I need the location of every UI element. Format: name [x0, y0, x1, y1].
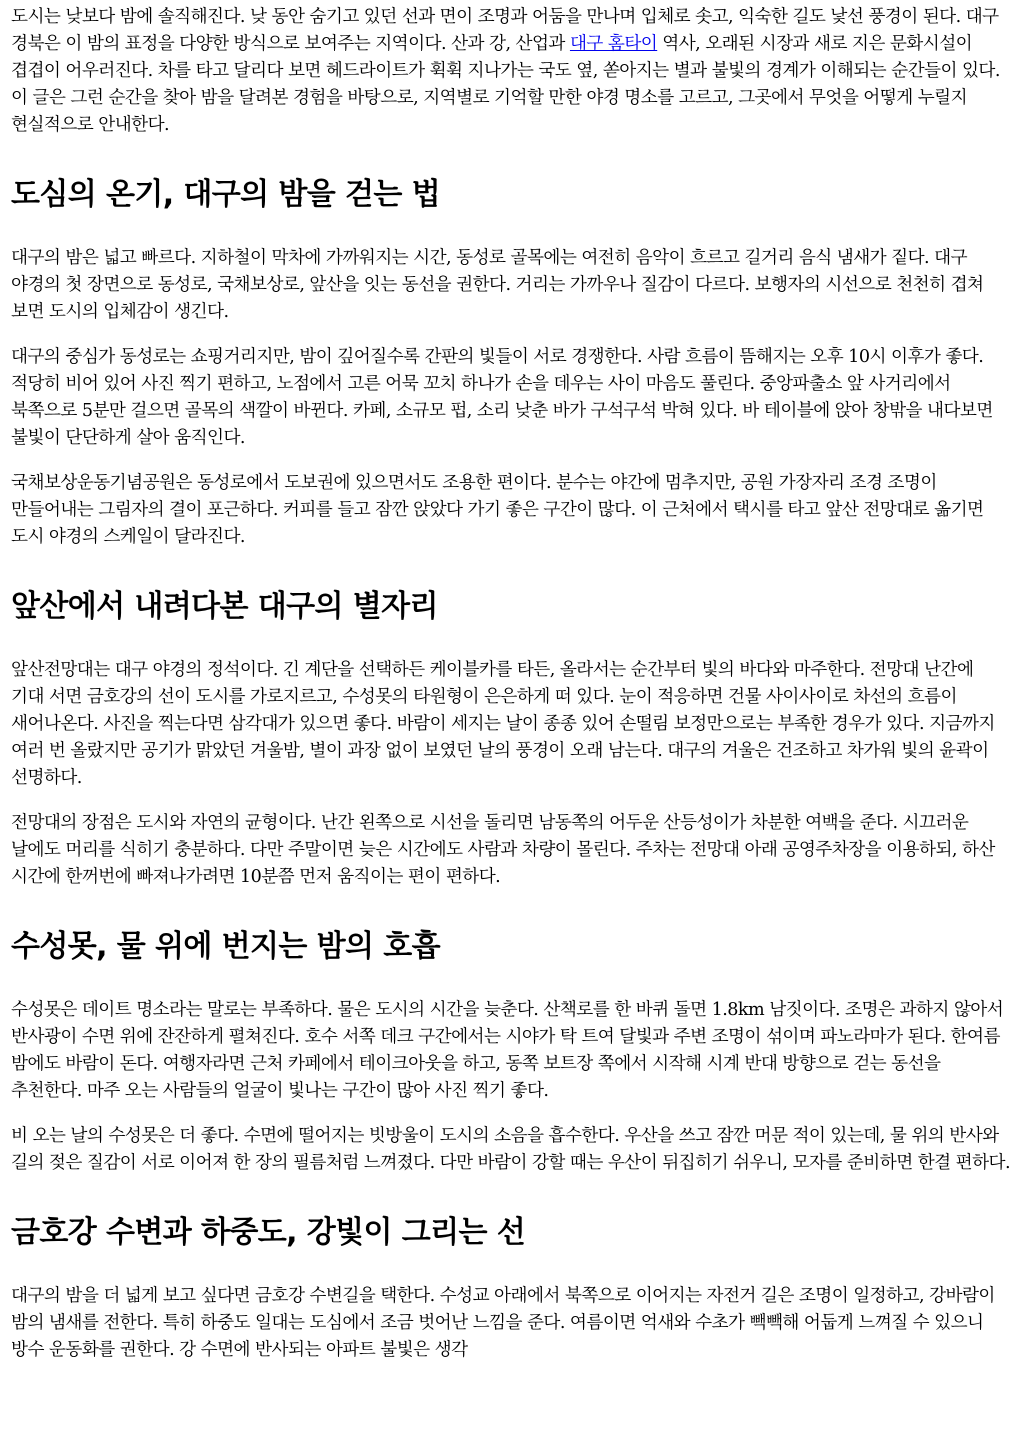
- section-heading-apsan: 앞산에서 내려다본 대구의 별자리: [11, 589, 438, 624]
- paragraph: 대구의 중심가 동성로는 쇼핑거리지만, 밤이 깊어질수록 간판의 빛들이 서로 경쟁한다. 사람 흐름이 뜸해지는 오후 10시 이후가 좋다. 적당히 비어 있어 사진 찍기 편하고, 노점에서 고른 어묵 꼬치 하나가 손을 데우는 사이 마음도 풀린다. 중앙파출소 앞 사거리에서 북쪽으로 5분만 걸으면 골목의 색깔이 바뀐다. 카페, 소규모 펍, 소리 낮춘 바가 구석구석 박혀 있다. 바 테이블에 앉아 창밖을 내다보면 불빛이 단단하게 살아 움직인다.: [11, 347, 993, 448]
- article: [11, 4, 1011, 1364]
- daegu-hometai-link[interactable]: 대구 홈타이: [569, 34, 658, 54]
- paragraph: 비 오는 날의 수성못은 더 좋다. 수면에 떨어지는 빗방울이 도시의 소음을 흡수한다. 우산을 쓰고 잠깐 머문 적이 있는데, 물 위의 반사와 길의 젖은 질감이 서로 이어져 한 장의 필름처럼 느껴졌다. 다만 바람이 강할 때는 우산이 뒤집히기 쉬우니, 모자를 준비하면 한결 편하다.: [11, 1126, 1011, 1173]
- intro-paragraph: [11, 4, 1011, 139]
- intro-text-after-link: 역사, 오래된 시장과 새로 지은 문화시설이 겹겹이 어우러진다. 차를 타고 달리다 보면 헤드라이트가 휙휙 지나가는 국도 옆, 쏟아지는 별과 불빛의 경계가 이해되는 순간들이 있다. 이 글은 그런 순간을 찾아 밤을 달려본 경험을 바탕으로, 지역별로 기억할 만한 야경 명소를 고르고, 그곳에서 무엇을 어떻게 누릴지 현실적으로 안내한다.: [11, 34, 1000, 135]
- paragraph: 전망대의 장점은 도시와 자연의 균형이다. 난간 왼쪽으로 시선을 돌리면 남동쪽의 어두운 산등성이가 차분한 여백을 준다. 시끄러운 날에도 머리를 식히기 충분하다. 다만 주말이면 늦은 시간에도 사람과 차량이 몰린다. 주차는 전망대 아래 공영주차장을 이용하되, 하산 시간에 한꺼번에 빠져나가려면 10분쯤 먼저 움직이는 편이 편하다.: [11, 813, 995, 887]
- paragraph: 국채보상운동기념공원은 동성로에서 도보권에 있으면서도 조용한 편이다. 분수는 야간에 멈추지만, 공원 가장자리 조경 조명이 만들어내는 그림자의 결이 포근하다. 커피를 들고 잠깐 앉았다 가기 좋은 구간이 많다. 이 근처에서 택시를 타고 앞산 전망대로 옮기면 도시 야경의 스케일이 달라진다.: [11, 473, 984, 547]
- section-heading-downtown: 도심의 온기, 대구의 밤을 걷는 법: [11, 177, 440, 212]
- paragraph: 대구의 밤을 더 넓게 보고 싶다면 금호강 수변길을 택한다. 수성교 아래에서 북쪽으로 이어지는 자전거 길은 조명이 일정하고, 강바람이 밤의 냄새를 전한다. 특히 하중도 일대는 도심에서 조금 벗어난 느낌을 준다. 여름이면 억새와 수초가 빽빽해 어둡게 느껴질 수 있으니 방수 운동화를 권한다. 강 수면에 반사되는 아파트 불빛은 생각: [11, 1286, 995, 1360]
- section-heading-geumho-river: 금호강 수변과 하중도, 강빛이 그리는 선: [11, 1215, 526, 1250]
- paragraph: 수성못은 데이트 명소라는 말로는 부족하다. 물은 도시의 시간을 늦춘다. 산책로를 한 바퀴 돌면 1.8km 남짓이다. 조명은 과하지 않아서 반사광이 수면 위에 잔잔하게 펼쳐진다. 호수 서쪽 데크 구간에서는 시야가 탁 트여 달빛과 주변 조명이 섞이며 파노라마가 된다. 한여름 밤에도 바람이 돈다. 여행자라면 근처 카페에서 테이크아웃을 하고, 동쪽 보트장 쪽에서 시작해 시계 반대 방향으로 걷는 동선을 추천한다. 마주 오는 사람들의 얼굴이 빛나는 구간이 많아 사진 찍기 좋다.: [11, 1000, 1004, 1101]
- paragraph: 앞산전망대는 대구 야경의 정석이다. 긴 계단을 선택하든 케이블카를 타든, 올라서는 순간부터 빛의 바다와 마주한다. 전망대 난간에 기대 서면 금호강의 선이 도시를 가로지르고, 수성못의 타원형이 은은하게 떠 있다. 눈이 적응하면 건물 사이사이로 차선의 흐름이 새어나온다. 사진을 찍는다면 삼각대가 있으면 좋다. 바람이 세지는 날이 종종 있어 손떨림 보정만으로는 부족한 경우가 있다. 지금까지 여러 번 올랐지만 공기가 맑았던 겨울밤, 별이 과장 없이 보였던 날의 풍경이 오래 남는다. 대구의 겨울은 건조하고 차가워 빛의 윤곽이 선명하다.: [11, 660, 995, 788]
- intro-text-before-link: 도시는 낮보다 밤에 솔직해진다. 낮 동안 숨기고 있던 선과 면이 조명과 어둠을 만나며 입체로 솟고, 익숙한 길도 낯선 풍경이 된다. 대구 경북은 이 밤의 표정을 다양한 방식으로 보여주는 지역이다. 산과 강, 산업과: [11, 7, 999, 54]
- section-heading-suseongmot: 수성못, 물 위에 번지는 밤의 호흡: [11, 929, 440, 964]
- paragraph: 대구의 밤은 넓고 빠르다. 지하철이 막차에 가까워지는 시간, 동성로 골목에는 여전히 음악이 흐르고 길거리 음식 냄새가 짙다. 대구 야경의 첫 장면으로 동성로, 국채보상로, 앞산을 잇는 동선을 권한다. 거리는 가까우나 질감이 다르다. 보행자의 시선으로 천천히 겹쳐 보면 도시의 입체감이 생긴다.: [11, 248, 984, 322]
